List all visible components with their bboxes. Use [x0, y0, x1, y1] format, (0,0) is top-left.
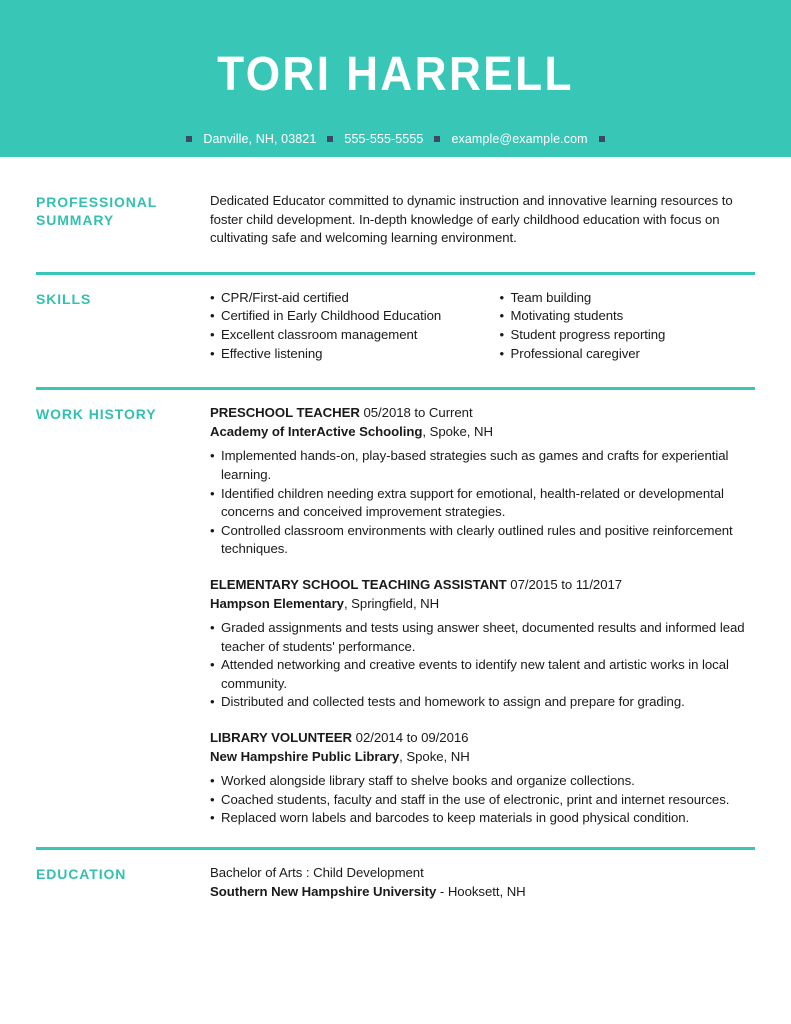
work-history-label-col	[36, 404, 210, 828]
job-location: , Springfield, NH	[343, 595, 440, 611]
job-title-line	[210, 404, 755, 423]
list-item: • Coached students, faculty and staff in the use of electronic, print and internet resources.	[210, 791, 755, 810]
list-item: • Excellent classroom management	[210, 326, 483, 345]
job-title: ELEMENTARY SCHOOL TEACHING ASSISTANT	[210, 576, 507, 592]
summary-content	[210, 192, 755, 248]
job-org-line	[210, 748, 755, 767]
work-history-entry	[210, 729, 755, 828]
job-title: PRESCHOOL TEACHER	[210, 405, 360, 421]
list-item: • Motivating students	[500, 307, 756, 326]
skills-label-col	[36, 289, 210, 363]
section-skills	[0, 275, 791, 363]
education-label-col	[36, 864, 210, 901]
section-work-history	[0, 390, 791, 828]
job-title-line	[210, 576, 755, 595]
section-professional-summary	[0, 157, 791, 248]
list-item: • Effective listening	[210, 345, 483, 364]
education-location: - Hooksett, NH	[436, 883, 526, 899]
job-dates: 02/2014 to 09/2016	[355, 730, 469, 746]
section-heading-education: EDUCATION	[36, 866, 127, 883]
work-history-content	[210, 404, 755, 828]
separator-square-icon	[599, 136, 605, 142]
separator-square-icon	[327, 136, 333, 142]
job-location: , Spoke, NH	[422, 423, 493, 439]
list-item: • Worked alongside library staff to shelve books and organize collections.	[210, 772, 755, 791]
section-heading-summary-line2: SUMMARY	[36, 212, 115, 228]
summary-label-col	[36, 192, 210, 248]
job-location: , Spoke, NH	[399, 748, 470, 764]
separator-square-icon	[434, 136, 440, 142]
list-item: • Identified children needing extra support for emotional, health-related or developmental concerns and conceived improvement strategies.	[210, 485, 755, 522]
job-bullet-list	[210, 772, 755, 828]
work-history-entry	[210, 404, 755, 559]
skills-columns	[210, 289, 755, 363]
resume-header	[0, 0, 791, 157]
job-title: LIBRARY VOLUNTEER	[210, 730, 353, 746]
job-organization: New Hampshire Public Library	[210, 748, 400, 764]
job-dates: 07/2015 to 11/2017	[510, 576, 623, 592]
skills-list-right	[500, 289, 756, 363]
list-item: • Student progress reporting	[500, 326, 756, 345]
list-item: • Controlled classroom environments with clearly outlined rules and positive reinforcement techniques.	[210, 522, 755, 559]
list-item: • Certified in Early Childhood Education	[210, 307, 483, 326]
resume-body	[0, 157, 791, 901]
page-title: TORI HARRELL	[217, 48, 574, 101]
list-item: • Team building	[500, 289, 756, 308]
skills-column-right	[483, 289, 756, 363]
section-education	[0, 850, 791, 901]
job-organization: Academy of InterActive Schooling	[210, 423, 423, 439]
section-heading-work-history: WORK HISTORY	[36, 406, 157, 423]
list-item: • Graded assignments and tests using answer sheet, documented results and informed lead teacher of students' performance.	[210, 619, 755, 656]
separator-square-icon	[186, 136, 192, 142]
contact-phone: 555-555-5555	[344, 132, 424, 146]
list-item: • Replaced worn labels and barcodes to keep materials in good physical condition.	[210, 809, 755, 828]
education-degree: Bachelor of Arts : Child Development	[210, 865, 424, 881]
contact-location: Danville, NH, 03821	[203, 132, 317, 146]
job-org-line	[210, 423, 755, 442]
education-school: Southern New Hampshire University	[210, 883, 437, 899]
section-heading-summary-line1: PROFESSIONAL	[36, 194, 158, 210]
skills-list-left	[210, 289, 483, 363]
education-content	[210, 864, 755, 901]
contact-email: example@example.com	[451, 132, 588, 146]
skills-column-left	[210, 289, 483, 363]
job-dates: 05/2018 to Current	[363, 405, 473, 421]
education-school-line	[210, 883, 755, 902]
list-item: • CPR/First-aid certified	[210, 289, 483, 308]
section-heading-skills: SKILLS	[36, 290, 92, 307]
job-org-line	[210, 595, 755, 614]
list-item: • Attended networking and creative events to identify new talent and artistic works in local community.	[210, 656, 755, 693]
job-organization: Hampson Elementary	[210, 595, 344, 611]
skills-content	[210, 289, 755, 363]
work-history-entry	[210, 576, 755, 712]
job-title-line	[210, 729, 755, 748]
job-bullet-list	[210, 447, 755, 559]
list-item: • Implemented hands-on, play-based strategies such as games and crafts for experiential learning.	[210, 447, 755, 484]
list-item: • Professional caregiver	[500, 345, 756, 364]
summary-text: Dedicated Educator committed to dynamic instruction and innovative learning resources to foster child development. In-depth knowledge of early childhood education with focus on cultivating safe and welcoming learning environment.	[210, 193, 733, 246]
job-bullet-list	[210, 619, 755, 712]
list-item: • Distributed and collected tests and homework to assign and prepare for grading.	[210, 693, 755, 712]
contact-row	[0, 131, 791, 147]
